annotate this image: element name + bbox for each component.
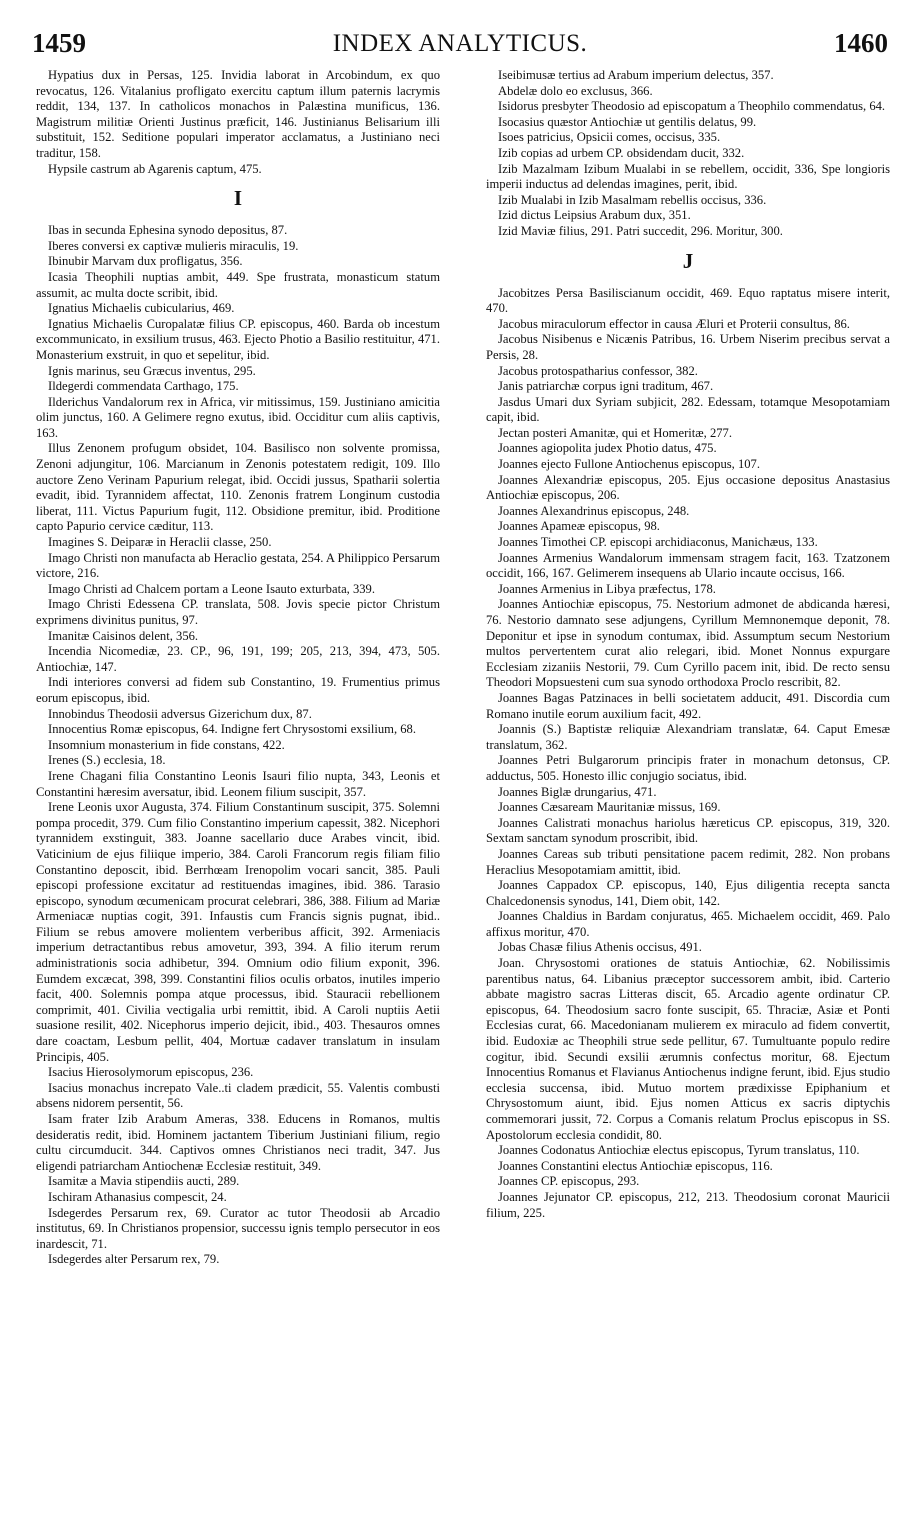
index-entry: Joannes CP. episcopus, 293. <box>498 1174 640 1189</box>
index-entry: Joannes Constantini electus Antiochiæ episcopus, 116. <box>498 1158 773 1173</box>
index-entry: Iberes conversi ex captivæ mulieris miraculis, 19. <box>48 238 299 253</box>
section-letter-i: I <box>233 186 243 211</box>
index-entry: Isoes patricius, Opsicii comes, occisus, 335. <box>498 130 721 145</box>
index-entry: Iseibimusæ tertius ad Arabum imperium delectus, 357. <box>498 68 774 82</box>
index-entry: Imago Christi ad Chalcem portam a Leone Isauto exturbata, 339. <box>48 581 375 596</box>
index-entry: Joannes Alexandrinus episcopus, 248. <box>498 503 690 518</box>
index-entry: Jasdus Umari dux Syriam subjicit, 282. Edessam, totamque Mesopotamiam capit, ibid. <box>486 394 890 425</box>
index-entry: Ibinubir Marvam dux profligatus, 356. <box>48 254 243 269</box>
index-entry: Jacobitzes Persa Basiliscianum occidit, 469. Equo raptatus misere interit, 470. <box>486 285 890 316</box>
index-entry: Joannes Antiochiæ episcopus, 75. Nestorium admonet de abdicanda hæresi, 76. Nestorio damnato sese adjungens, Cyrillum Memnonemque deponit, 78. Deponitur et ipse in synodum contumax, ibid. Assumptum secum Nestorium multos pervertentem curat alio relegari, ibid. Monet Nonnus expurgare Ecclesiam zizaniis Nestorii, 79. Cum Cyrillo pacem init, ibid. De recto sensu Theodori Mopsuesteni cum sua synodo orthodoxa Proclo rescribit, 82. <box>486 597 890 690</box>
index-entry: Abdelæ dolo eo exclusus, 366. <box>498 83 653 98</box>
index-entry: Joannes Chaldius in Bardam conjuratus, 465. Michaelem occidit, 469. Palo affixus moritur, 470. <box>486 909 890 939</box>
index-entry: Joannes Armenius Wandalorum immensam stragem facit, 163. Tzatzonem occidit, 166, 167. Gelimerem insequens ab Ulario incaute occisus, 166. <box>486 550 890 581</box>
page-header <box>32 28 888 64</box>
index-entry: Joannes Armenius in Libya præfectus, 178. <box>498 581 716 596</box>
index-entry: Ignatius Michaelis cubicularius, 469. <box>48 301 235 316</box>
index-entry: Joannes Calistrati monachus hariolus hæreticus CP. episcopus, 319, 320. Sextam sanctam synodum proscribit, ibid. <box>486 815 890 846</box>
index-entry: Incendia Nicomediæ, 23. CP., 96, 191, 199; 205, 213, 394, 473, 505. Antiochiæ, 147. <box>36 644 440 674</box>
index-entry: Joannes Petri Bulgarorum principis frater in monachum detonsus, CP. adductus, 505. Honesto illic conjugio sociatus, ibid. <box>486 753 890 783</box>
index-entry: Joannes Careas sub tributi pensitatione pacem redimit, 282. Non probans Heraclius Mesopotamiam amittit, ibid. <box>486 846 890 877</box>
index-entry: Irenes (S.) ecclesia, 18. <box>48 753 166 768</box>
index-entry: Joannes Bagas Patzinaces in belli societatem adducit, 491. Discordia cum Romano inutile eorum auxilium facit, 492. <box>486 690 890 721</box>
index-entry: Isidorus presbyter Theodosio ad episcopatum a Theophilo commendatus, 64. <box>498 99 886 114</box>
index-entry: Jacobus miraculorum effector in causa Æluri et Proterii consultus, 86. <box>498 316 850 331</box>
index-entry: Joannes Codonatus Antiochiæ electus episcopus, Tyrum translatus, 110. <box>498 1143 860 1158</box>
index-entry: Joannes Cæsaream Mauritaniæ missus, 169. <box>498 800 721 815</box>
index-entry: Icasia Theophili nuptias ambit, 449. Spe frustrata, monasticum statum assumit, ac multa docte scribit, ibid. <box>36 269 440 300</box>
index-entry: Isocasius quæstor Antiochiæ ut gentilis delatus, 99. <box>498 114 757 129</box>
index-entry: Isam frater Izib Arabum Ameras, 338. Educens in Romanos, multis desideratis redit, ibid. Hominem jactantem Tiberium Justiniani filium, regio cultu circumducit. 344. Captivos omnes Christianos neci tradit, 347. Jus eligendi patriarcham Antiochenæ Ecclesiæ restituit, 349. <box>36 1112 440 1173</box>
index-entry: Joannes Apameæ episcopus, 98. <box>498 519 660 534</box>
index-entry: Innocentius Romæ episcopus, 64. Indigne fert Chrysostomi exsilium, 68. <box>48 722 416 737</box>
index-entry: Hypsile castrum ab Agarenis captum, 475. <box>48 161 262 176</box>
running-title: INDEX ANALYTICUS. <box>332 30 588 57</box>
index-entry: Jacobus Nisibenus e Nicænis Patribus, 16. Urbem Niserim precibus servat a Persis, 28. <box>486 332 890 362</box>
index-entry: Joannes Alexandriæ episcopus, 205. Ejus occasione depositus Anastasius Antiochiæ episcopus, 206. <box>486 472 890 503</box>
index-entry: Isamitæ a Mavia stipendiis aucti, 289. <box>48 1174 240 1189</box>
index-entry: Ilderichus Vandalorum rex in Africa, vir mitissimus, 159. Justiniano amicitia olim junctus, 160. A Gelimere regno exutus, ibid. Occiditur cum aliis captivis, 163. <box>36 394 440 440</box>
index-entry: Joannes agiopolita judex Photio datus, 475. <box>498 441 717 456</box>
index-entry: Izib Mazalmam Izibum Mualabi in se rebellem, occidit, 336, Spe longioris imperii inductus ad delendas imagines, perit, ibid. <box>486 161 890 192</box>
index-entry: Izid Maviæ filius, 291. Patri succedit, 296. Moritur, 300. <box>498 223 783 238</box>
index-entry: Imago Christi non manufacta ab Heraclio gestata, 254. A Philippico Persarum victore, 216. <box>36 550 440 581</box>
left-column-entries <box>36 223 440 1268</box>
left-column <box>36 68 440 1268</box>
index-entry: Imago Christi Edessena CP. translata, 508. Jovis specie pictor Christum exprimens divinitus punitus, 97. <box>36 597 440 627</box>
index-entry: Isdegerdes alter Persarum rex, 79. <box>48 1252 220 1267</box>
index-entry: Ignis marinus, seu Græcus inventus, 295. <box>48 363 256 378</box>
index-entry: Izib Mualabi in Izib Masalmam rebellis occisus, 336. <box>498 192 767 207</box>
index-entry: Isacius Hierosolymorum episcopus, 236. <box>48 1065 254 1080</box>
index-entry: Ildegerdi commendata Carthago, 175. <box>48 379 239 394</box>
index-entry: Janis patriarchæ corpus igni traditum, 467. <box>498 379 714 394</box>
page-number-left: 1459 <box>32 28 86 58</box>
right-column <box>486 68 890 1221</box>
index-entry: Hypatius dux in Persas, 125. Invidia laborat in Arcobindum, ex quo revocatus, 126. Vitalanius profligato exercitu captum illum paternis lacrymis reddit, 134, 137. In catholicos monachos in Palæstina munificus, 136. Magistrum militiæ Orienti Justinus præficit, 146. Justinianus Belisarium illi substituit, 152. Seditione populari imperator acclamatus, a Justiniano neci traditur, 158. <box>36 68 440 160</box>
index-entry: Izib copias ad urbem CP. obsidendam ducit, 332. <box>498 145 745 160</box>
index-entry: Joannes Jejunator CP. episcopus, 212, 213. Theodosium coronat Mauricii filium, 225. <box>486 1189 890 1220</box>
index-entry: Izid dictus Leipsius Arabum dux, 351. <box>498 208 691 223</box>
index-entry: Jectan posteri Amanitæ, qui et Homeritæ, 277. <box>498 425 732 440</box>
index-entry: Illus Zenonem profugum obsidet, 104. Basilisco non solvente promissa, Zenoni adjungitur, 106. Marcianum in Zenonis potestatem redigit, 109. Illo auctore Zeno Verinam Papurium relegat, ibid. Occidi jussus, Spatharii solertia evadit, ibid. Tyrannidem affectat, 110. Zenonis fratrem Longinum custodia liberat, 111. Victus Papurium fugit, 112. Obsidione premitur, ibid. Proditione capto Papurio cervice cæditur, 113. <box>36 441 440 534</box>
index-entry: Indi interiores conversi ad fidem sub Constantino, 19. Frumentius primus eorum episcopus, ibid. <box>36 675 440 705</box>
index-entry: Joan. Chrysostomi orationes de statuis Antiochiæ, 62. Nobilissimis parentibus natus, 64. Libanius præceptor successorem ambit, ibid. Carterio abbate magistro sacras Litteras discit, 65. Arcadio agente ordinatur CP. episcopus, 64. Theodosium sacro fonte suscipit, 65. Thraciæ, Asiæ et Ponti Ecclesias curat, 66. Macedonianam mulierem ex miraculo ad fidem convertit, ibid. Eudoxiæ ac Theophili strue sede pellitur, 67. Tumultuante populo redire cogitur, ibid. Secundi exsilii ærumnis confectus moritur, 68. Ejectum Innocentius Romanus et Flavianus Antiochenus indigne ferunt, ibid. Ejus studio ecclesia succensa, ibid. Mutuo mortem prædixisse Epiphanium et Chrysostomum aiunt, ibid. Ejus nomen Atticus ex sacris diptychis commemorari jussit, 72. Corpus a Comanis relatum Proclus episcopus in SS. Apostolorum ecclesia condidit, 80. <box>486 956 890 1142</box>
index-entry: Joannes ejecto Fullone Antiochenus episcopus, 107. <box>498 457 760 472</box>
index-entry: Ischiram Athanasius compescit, 24. <box>48 1189 227 1204</box>
index-entry: Ignatius Michaelis Curopalatæ filius CP. episcopus, 460. Barda ob incestum excommunicato, in exsilium trusus, 463. Ejecto Photio a Basilio restituitur, 471. Monasterium exstruit, in quo et sepelitur, ibid. <box>36 316 440 362</box>
index-entry: Isdegerdes Persarum rex, 69. Curator ac tutor Theodosii ab Arcadio institutus, 69. In Christianos propensior, successu ignis templo persecutor in eos inardescit, 71. <box>36 1205 440 1251</box>
left-column-carryover-entries <box>36 68 440 177</box>
right-column-entries <box>486 286 890 1222</box>
section-letter-j: J <box>682 248 694 273</box>
index-entry: Joannis (S.) Baptistæ reliquiæ Alexandriam translatæ, 64. Caput Emesæ translatum, 362. <box>486 722 890 752</box>
index-entry: Imagines S. Deiparæ in Heraclii classe, 250. <box>48 535 272 550</box>
index-entry: Joannes Cappadox CP. episcopus, 140, Ejus diligentia recepta sancta Chalcedonensis synodus, 141, Diem obit, 142. <box>486 878 890 908</box>
index-entry: Ibas in secunda Ephesina synodo depositus, 87. <box>48 223 288 238</box>
index-entry: Innobindus Theodosii adversus Gizerichum dux, 87. <box>48 706 312 721</box>
index-entry: Irene Leonis uxor Augusta, 374. Filium Constantinum suscipit, 375. Solemni pompa procedit, 379. Cum filio Constantino imperium capessit, 382. Nicephori tyrannidem exstinguit, 383. Joanne sacellario duce Arabes vincit, ibid. Vaticinium de ejus filiique imperio, 384. Caroli Francorum regis filiam filio Constantino deposcit, ibid. Berrhœam Irenopolim vocari sancit, 385. Pauli episcopi professione excitatur ad restituendas imagines, ibid. 386. Tarasio episcopo, synodum œcumenicam procurat celebrari, 386, 388. Filium ad Mariæ Armeniacæ nuptias cogit, 391. Infaustis cum Francis signis pugnat, ibid.. Filium se rebus amovere molientem verberibus afficit, 392. Armeniacis imperium detractantibus rebus amovetur, 393, 394. A filio iterum rerum administrationis socia adhibetur, 394. Omnium odio filium exponit, 396. Eumdem excæcat, 398, 399. Constantini filios oculis orbatos, inutiles imperio facit, 400. Solemnis pompa atque processus, ibid. Stauracii rebellionem comprimit, 401. Civilia vectigalia urbi remittit, ibid. A Caroli nuptiis Aetii suasione resilit, 402. Nicephorus imperio dejicit, ibid., 403. Thesauros omnes dare coactam, Lesbum pellit, 404, Mortuæ cadaver translatum in insulam Principis, 405. <box>36 800 440 1064</box>
index-entry: Imanitæ Caisinos delent, 356. <box>48 628 199 643</box>
page-number-right: 1460 <box>834 28 888 58</box>
index-entry: Joannes Biglæ drungarius, 471. <box>498 784 657 799</box>
index-entry: Isacius monachus increpato Vale..ti cladem prædicit, 55. Valentis combusti absens nidorem persentit, 56. <box>36 1080 440 1111</box>
right-column-carryover-entries <box>486 68 890 240</box>
index-entry: Jacobus protospatharius confessor, 382. <box>498 363 698 378</box>
index-entry: Irene Chagani filia Constantino Leonis Isauri filio nupta, 343, Leonis et Constantini hæresim aversatur, ibid. Leonem filium suscipit, 357. <box>36 768 440 799</box>
index-entry: Joannes Timothei CP. episcopi archidiaconus, Manichæus, 133. <box>498 535 818 550</box>
index-entry: Jobas Chasæ filius Athenis occisus, 491. <box>498 940 702 955</box>
index-entry: Insomnium monasterium in fide constans, 422. <box>48 737 285 752</box>
